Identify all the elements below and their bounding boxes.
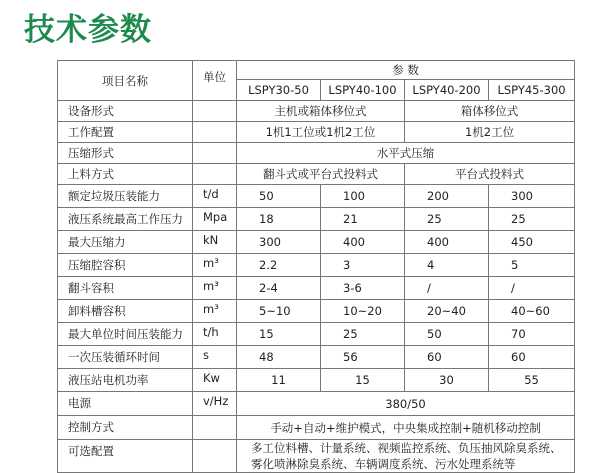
model-4: LSPY45-300 [489,80,575,101]
row-unit [193,101,237,122]
header-params: 参 数 [237,61,575,80]
table-row [58,122,575,143]
cell: 48 [237,346,321,369]
row-unit: t/d [193,185,237,208]
cell: / [405,277,489,300]
table-row [58,416,575,440]
model-2: LSPY40-100 [321,80,405,101]
row-unit [193,164,237,185]
cell: 18 [237,208,321,231]
row-unit: m³ [193,277,237,300]
cell: 380/50 [237,392,575,416]
cell: 25 [321,323,405,346]
row-name: 翻斗容积 [58,277,193,300]
row-name: 液压站电机功率 [58,369,193,392]
row-unit: t/h [193,323,237,346]
cell: 3 [321,254,405,277]
row-unit: Mpa [193,208,237,231]
cell: 300 [237,231,321,254]
row-name: 压缩腔容积 [58,254,193,277]
table-row [58,164,575,185]
table-row [58,231,575,254]
table-row [58,323,575,346]
row-name: 控制方式 [58,416,193,440]
cell: 翻斗式或平台式投料式 [237,164,405,185]
cell: 100 [321,185,405,208]
row-name: 电源 [58,392,193,416]
table-row [58,101,575,122]
cell: 2.2 [237,254,321,277]
cell: 10~20 [321,300,405,323]
row-name: 上料方式 [58,164,193,185]
row-unit: Kw [193,369,237,392]
row-name: 一次压装循环时间 [58,346,193,369]
cell: 30 [405,369,489,392]
row-unit [193,143,237,164]
row-unit: m³ [193,300,237,323]
cell: 15 [321,369,405,392]
cell: 25 [405,208,489,231]
row-name: 压缩形式 [58,143,193,164]
cell [237,440,575,473]
model-1: LSPY30-50 [237,80,321,101]
table-row [58,346,575,369]
cell: 50 [405,323,489,346]
row-unit: kN [193,231,237,254]
table-row [58,277,575,300]
row-name: 工作配置 [58,122,193,143]
row-name: 设备形式 [58,101,193,122]
cell: 400 [405,231,489,254]
cell: 200 [405,185,489,208]
table-row [58,254,575,277]
table-row [58,185,575,208]
cell: 5~10 [237,300,321,323]
model-3: LSPY40-200 [405,80,489,101]
cell: 1机2工位 [405,122,575,143]
cell: 40~60 [489,300,575,323]
table-row [58,143,575,164]
table-row [58,369,575,392]
cell: 450 [489,231,575,254]
cell: 水平式压缩 [237,143,575,164]
spec-table [57,60,575,473]
optional-line-2: 雾化喷淋除臭系统、车辆调度系统、污水处理系统等 [251,457,516,471]
table-row [58,208,575,231]
table-row [58,300,575,323]
row-name: 额定垃圾压装能力 [58,185,193,208]
row-unit: v/Hz [193,392,237,416]
page-title: 技术参数 [24,12,152,48]
table-row [58,392,575,416]
row-unit: s [193,346,237,369]
row-name: 卸料槽容积 [58,300,193,323]
cell: 3-6 [321,277,405,300]
cell: 56 [321,346,405,369]
row-name: 最大单位时间压装能力 [58,323,193,346]
cell: 15 [237,323,321,346]
header-unit: 单位 [193,61,237,101]
cell: 60 [405,346,489,369]
cell: 50 [237,185,321,208]
cell: 60 [489,346,575,369]
cell: 手动+自动+维护模式，中央集成控制+随机移动控制 [237,416,575,440]
cell: 5 [489,254,575,277]
cell: 2-4 [237,277,321,300]
cell: 70 [489,323,575,346]
header-row [58,61,575,80]
row-name: 最大压缩力 [58,231,193,254]
header-item: 项目名称 [58,61,193,101]
row-name: 可选配置 [58,440,193,473]
cell: 20~40 [405,300,489,323]
cell: 主机或箱体移位式 [237,101,405,122]
cell: 11 [237,369,321,392]
cell: 21 [321,208,405,231]
cell: 400 [321,231,405,254]
cell: 55 [489,369,575,392]
table-row [58,440,575,473]
cell: 4 [405,254,489,277]
row-unit [193,416,237,440]
cell: 箱体移位式 [405,101,575,122]
row-unit [193,122,237,143]
cell: 平台式投料式 [405,164,575,185]
cell: / [489,277,575,300]
optional-line-1: 多工位料槽、计量系统、视频监控系统、负压抽风除臭系统、 [251,441,562,455]
row-unit: m³ [193,254,237,277]
row-unit [193,440,237,473]
cell: 300 [489,185,575,208]
cell: 1机1工位或1机2工位 [237,122,405,143]
row-name: 液压系统最高工作压力 [58,208,193,231]
cell: 25 [489,208,575,231]
